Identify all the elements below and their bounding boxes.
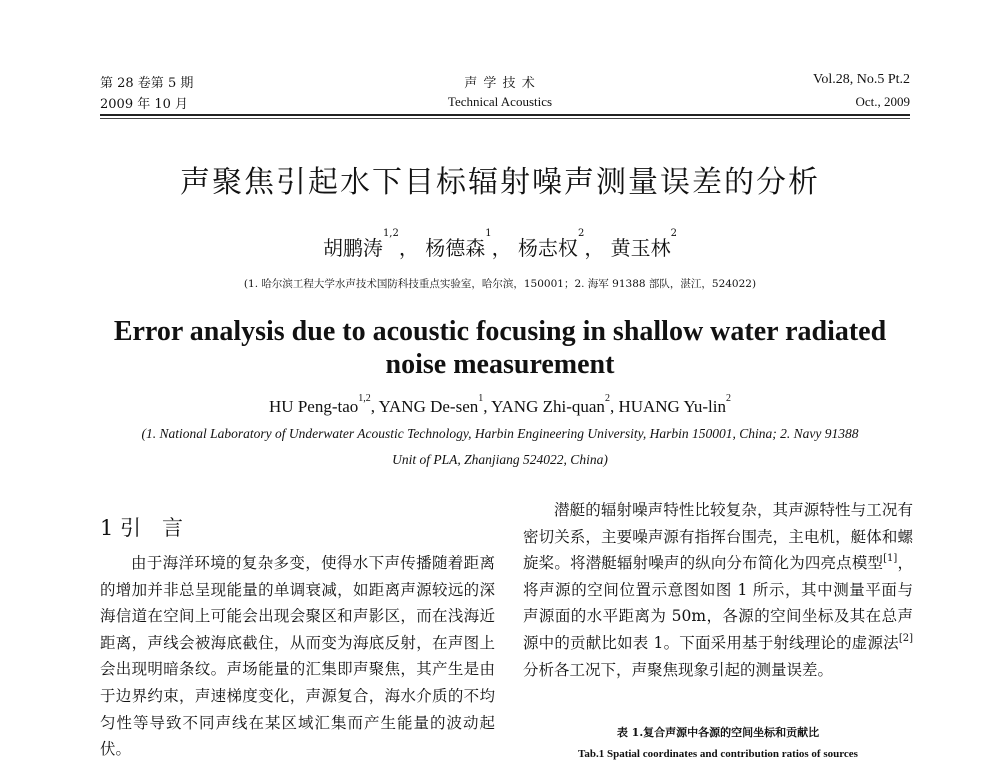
header-rule <box>100 114 910 116</box>
intro-paragraph: 由于海洋环境的复杂多变，使得水下声传播随着距离的增加并非总呈现能量的单调衰减，如距离声源较远的深海信道在空间上可能会出现会聚区和声影区，而在浅海近距离，声线会被海底截住，从而变为海底反射，在声图上会出现明暗条纹。声场能量的汇集即声聚焦，其产生是由于边界约束，声速梯度变化，声源复合，海水介质的不均匀性等导致不同声线在某区域汇集而产生能量的波动起伏。 <box>100 554 495 759</box>
authors-cn <box>0 228 1000 261</box>
author-cn: 胡鹏涛$^{1,2}$， <box>322 228 419 260</box>
table-caption-cn: 表 1.复合声源中各源的空间坐标和贡献比 <box>616 726 820 739</box>
author-en: HU Peng-tao$^{1,2}$, <box>269 393 379 416</box>
citation-ref[interactable]: [2] <box>898 632 913 644</box>
table-caption-en: Tab.1 Spatial coordinates and contribution ratios of sources <box>578 748 858 760</box>
journal-name-en: Technical Acoustics <box>447 94 553 109</box>
header-rule-thin <box>100 118 910 119</box>
affiliation-en-line2: Unit of PLA, Zhanjiang 524022, China) <box>392 452 608 467</box>
author-en: YANG De-sen$^1$, <box>378 393 492 416</box>
affiliation-en-line1: (1. National Laboratory of Underwater Acoustic Technology, Harbin Engineering University, Harbin 150001, China; 2. Navy 91388 <box>141 426 859 441</box>
paper-title-en-line2: noise measurement <box>385 349 615 380</box>
paper-title-cn: 声聚焦引起水下目标辐射噪声测量误差的分析 <box>180 165 820 200</box>
volume-issue-en: Vol.28, No.5 Pt.2 <box>813 72 910 87</box>
author-cn: 黄玉林$^2$ <box>610 228 678 260</box>
left-column <box>100 550 495 763</box>
right-column <box>523 497 913 683</box>
paper-title-en-line1: Error analysis due to acoustic focusing in shallow water radiated <box>113 316 887 347</box>
citation-ref[interactable]: [1] <box>883 553 898 565</box>
body-paragraph: 潜艇的辐射噪声特性比较复杂，其声源特性与工况有密切关系，主要噪声源有指挥台围壳，主电机，艇体和螺旋桨。将潜艇辐射噪声的纵向分布简化为四亮点模型[1]，将声源的空间位置示意图如图 1 所示，其中测量平面与声源面的水平距离为 50m，各源的空间坐标及其在总声源中的贡献比如表 1。下面采用基于射线理论的虚源法[2]分析各工况下，声聚焦现象引起的测量误差。 <box>523 501 913 679</box>
author-en: YANG Zhi-quan$^2$, <box>491 393 619 416</box>
volume-issue-cn: 第 28 卷第 5 期 <box>100 76 194 91</box>
author-en: HUANG Yu-lin$^2$ <box>618 393 731 416</box>
date-en: Oct., 2009 <box>855 94 910 109</box>
author-cn: 杨志权$^2$， <box>517 228 605 260</box>
authors-en <box>0 393 1000 417</box>
journal-name-cn: 声 学 技 术 <box>464 76 536 91</box>
author-cn: 杨德森$^1$， <box>425 228 512 260</box>
section-heading: 1 引 言 <box>100 516 184 540</box>
date-cn: 2009 年 10 月 <box>100 97 189 112</box>
affiliation-cn: (1. 哈尔滨工程大学水声技术国防科技重点实验室，哈尔滨，150001；2. 海军 91388 部队，湛江，524022) <box>243 278 757 290</box>
